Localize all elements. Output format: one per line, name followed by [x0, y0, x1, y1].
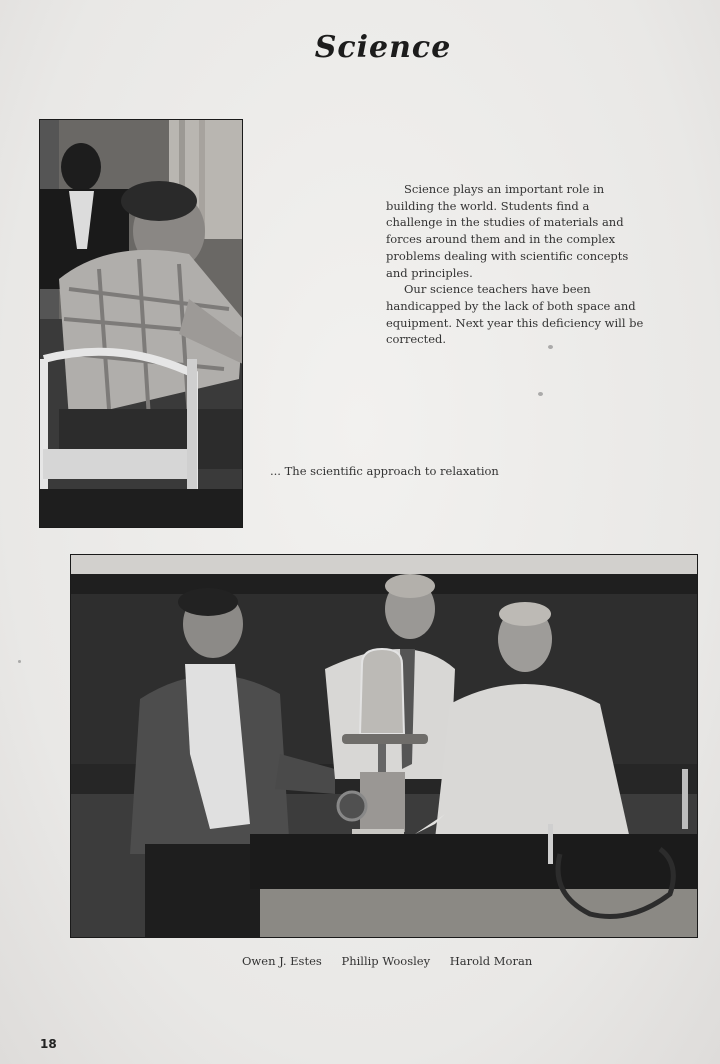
intro-text	[386, 181, 648, 348]
teacher-name: Harold Moran	[449, 954, 533, 968]
science-teachers-photo	[70, 554, 698, 938]
paper-speck	[18, 660, 21, 663]
paper-speck	[548, 345, 553, 349]
paper-speck	[538, 392, 543, 396]
teacher-name: Owen J. Estes	[242, 954, 322, 968]
intro-paragraph: Science plays an important role in building the world. Students find a challenge in the studies of materials and forces around them and in the complex problems dealing with scientific concepts and principles.	[386, 182, 629, 280]
intro-paragraph: Our science teachers have been handicapped by the lack of both space and equipment. Next year this deficiency will be corrected.	[386, 282, 644, 347]
photo-caption: ... The scientific approach to relaxation	[270, 464, 499, 478]
teacher-name: Phillip Woosley	[341, 954, 431, 968]
page-title: Science	[314, 30, 452, 65]
teacher-names	[242, 954, 532, 968]
relaxation-photo	[39, 119, 243, 528]
page-number: 18	[40, 1037, 57, 1051]
